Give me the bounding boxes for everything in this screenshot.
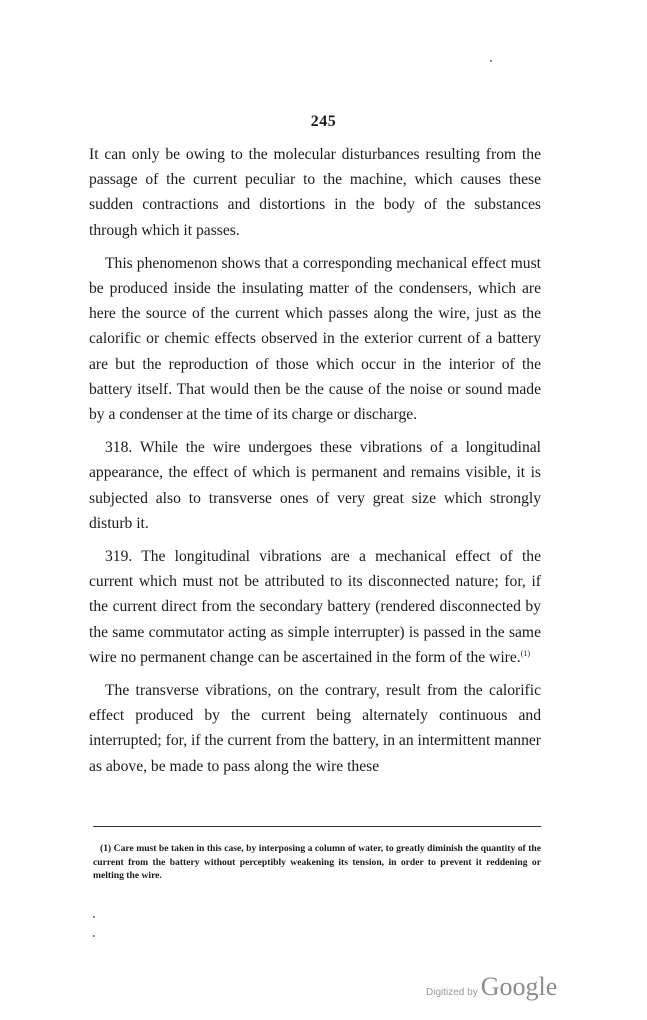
paragraph-318: 318. While the wire undergoes these vibrations of a longitudinal appearance, the effect of which is permanent and remains visible, it is subjected also to transverse ones of very great size which strongly disturb it. xyxy=(89,439,541,532)
footnote: (1) Care must be taken in this case, by interposing a column of water, to greatly diminish the quantity of the current from the battery without perceptibly weakening its tension, in order to prevent it reddening or melting the wire. xyxy=(93,843,541,881)
scan-speck xyxy=(93,916,95,918)
page-number: 245 xyxy=(310,113,337,130)
paragraph-transverse: The transverse vibrations, on the contrary, result from the calorific effect produced by the current being alternately continuous and interrupted; for, if the current from the battery, in an intermittent manner as above, be made to pass along the wire these xyxy=(89,682,541,775)
body-text xyxy=(89,142,541,787)
paragraph-phenomenon: This phenomenon shows that a corresponding mechanical effect must be produced inside the insulating matter of the condensers, which are here the source of the current which passes along the wire, just as the calorific or chemic effects observed in the exterior current of a battery are but the reproduction of those which occur in the interior of the battery itself. That would then be the cause of the noise or sound made by a condenser at the time of its charge or discharge. xyxy=(89,254,541,424)
footnote-reference[interactable]: (1) xyxy=(520,648,530,658)
scan-speck xyxy=(93,935,95,937)
paragraph-continuation: It can only be owing to the molecular disturbances resulting from the passage of the current peculiar to the machine, which causes these sudden contractions and distortions in the body of the substances through which it passes. xyxy=(89,146,541,239)
scan-speck xyxy=(490,60,492,62)
footnote-divider xyxy=(93,826,541,827)
google-logo: Google xyxy=(480,972,558,1001)
paragraph-319 xyxy=(89,544,541,670)
digitized-watermark xyxy=(426,972,557,1002)
paragraph-319-text: 319. The longitudinal vibrations are a mechanical effect of the current which must not be attributed to its disconnected nature; for, if the current direct from the secondary battery (rendered disconnected by the same commutator acting as simple interrupter) is passed in the same wire no permanent change can be ascertained in the form of the wire. xyxy=(89,548,541,666)
digitized-by-label: Digitized by xyxy=(426,987,478,998)
